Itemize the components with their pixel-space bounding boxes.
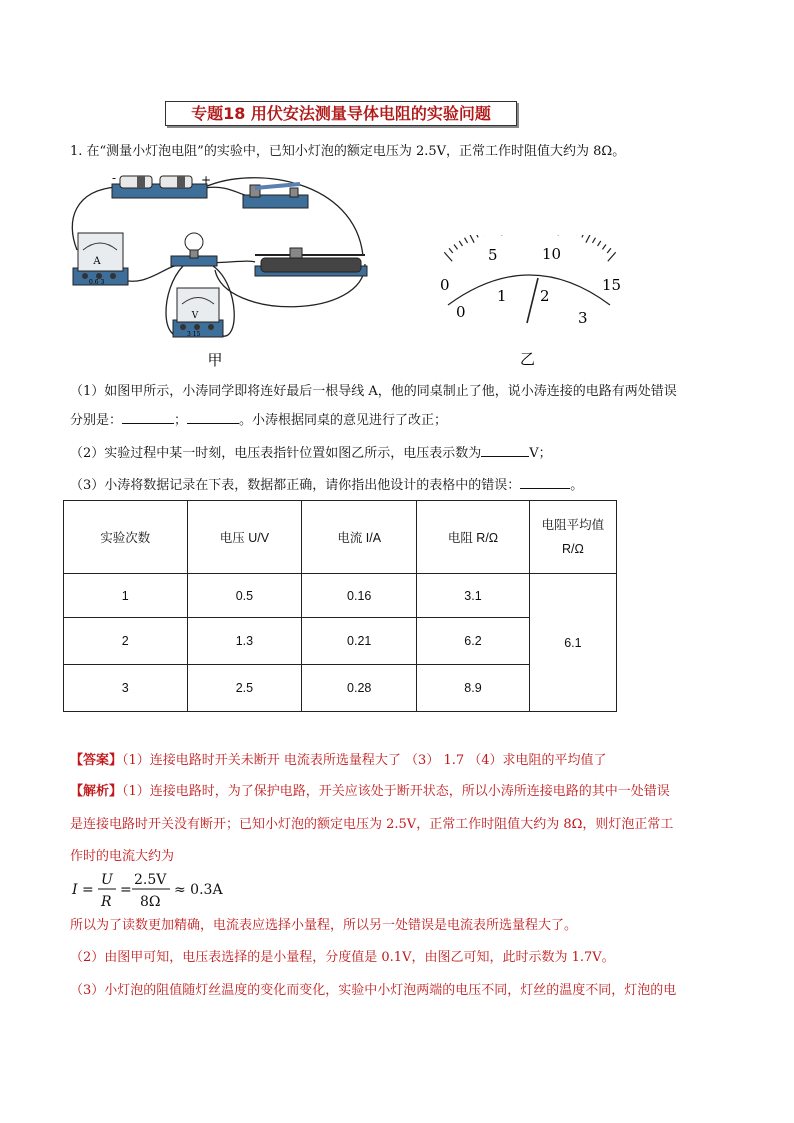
meter-tick [607,248,611,253]
analysis-line-1: 【解析】（1）连接电路时，为了保护电路，开关应该处于断开状态，所以小涛所连接电路的其中一处错误 [70,784,670,799]
svg-text:U: U [101,872,113,888]
svg-text:0.6 3: 0.6 3 [89,279,105,286]
svg-text:3: 3 [578,309,588,327]
voltmeter-icon [173,288,223,338]
svg-text:A: A [93,256,101,267]
average-cell: 6.1 [529,574,616,712]
plus-label: + [201,173,212,187]
meter-tick [598,241,601,246]
part1-line-a: （1）如图甲所示，小涛同学即将连好最后一根导线 A，他的同桌制止了他，说小涛连接的电路有两处错误 [70,384,677,399]
svg-text:3 15: 3 15 [187,331,201,338]
analysis-line-2: 是连接电路时开关没有断开；已知小灯泡的额定电压为 2.5V，正常工作时阻值大约为 8Ω，则灯泡正常工 [70,817,674,832]
meter-tick [459,241,462,246]
part3-line: （3）小涛将数据记录在下表，数据都正确，请你指出他设计的表格中的错误： 。 [70,478,584,493]
blank-3[interactable] [481,444,529,457]
meter-tick [586,235,590,243]
table-row: 1 0.5 0.16 3.1 6.1 [64,574,617,618]
meter-tick [592,238,595,243]
svg-text:V: V [191,311,199,321]
meter-tick [444,252,452,261]
svg-text:2: 2 [540,287,550,305]
blank-2[interactable] [187,411,239,424]
meter-tick [582,235,585,237]
page-title: 专题18 用伏安法测量导体电阻的实验问题 [165,101,517,126]
meter-tick [476,235,479,237]
part1-line-b: 分别是： ； 。小涛根据同桌的意见进行了改正； [70,413,448,428]
svg-text:8Ω: 8Ω [140,894,161,910]
svg-text:=: = [120,882,132,898]
rheostat-icon [255,248,367,276]
svg-text:≈ 0.3A: ≈ 0.3A [174,882,223,898]
battery-icon [112,171,211,198]
meter-tick [608,252,616,261]
meter-dial-figure [420,235,640,375]
analysis-line-3: 作时的电流大约为 [70,849,175,864]
table-header-row: 实验次数 电压 U/V 电流 I/A 电阻 R/Ω 电阻平均值 R/Ω [64,501,617,574]
ammeter-icon [73,233,128,286]
blank-1[interactable] [122,411,174,424]
analysis-line-5: （2）由图甲可知，电压表选择的是小量程，分度值是 0.1V，由图乙可知，此时示数为 1.7V。 [70,950,615,965]
circuit-figure [65,170,385,370]
data-table [63,500,617,712]
meter-tick [602,244,606,249]
minus-label: - [112,171,117,185]
switch-icon [243,184,308,208]
meter-tick [449,248,453,253]
meter-pointer [527,278,538,323]
svg-text:R: R [101,894,112,910]
svg-text:0: 0 [456,303,466,321]
figure-b-label: 乙 [520,350,536,368]
meter-tick [465,238,468,243]
answer-line: 【答案】（1）连接电路时开关未断开 电流表所选量程大了 （3） 1.7 （4）求电阻的平均值了 [70,753,607,768]
blank-4[interactable] [520,476,570,489]
analysis-line-4: 所以为了读数更加精确，电流表应选择小量程，所以另一处错误是电流表所选量程大了。 [70,918,578,933]
table-row: 3 2.5 0.28 8.9 [64,665,617,712]
current-formula [70,866,270,912]
question-stem: 1. 在“测量小灯泡电阻”的实验中，已知小灯泡的额定电压为 2.5V，正常工作时阻值大约为 8Ω。 [70,144,626,159]
table-row: 2 1.3 0.21 6.2 [64,618,617,665]
svg-text:2.5V: 2.5V [134,872,167,888]
lamp-icon [171,233,217,266]
part2-line: （2）实验过程中某一时刻，电压表指针位置如图乙所示，电压表示数为 V； [70,446,552,461]
meter-tick [454,244,458,249]
svg-text:1: 1 [497,287,507,305]
svg-text:0: 0 [440,276,450,294]
svg-text:5: 5 [488,246,498,264]
svg-text:I =: I = [72,882,94,898]
analysis-line-6: （3）小灯泡的阻值随灯丝温度的变化而变化，实验中小灯泡两端的电压不同，灯丝的温度不同，灯泡的电 [70,983,677,998]
svg-text:15: 15 [602,276,622,294]
meter-tick [470,235,474,243]
svg-text:10: 10 [542,245,562,263]
figure-a-label: 甲 [207,351,223,369]
